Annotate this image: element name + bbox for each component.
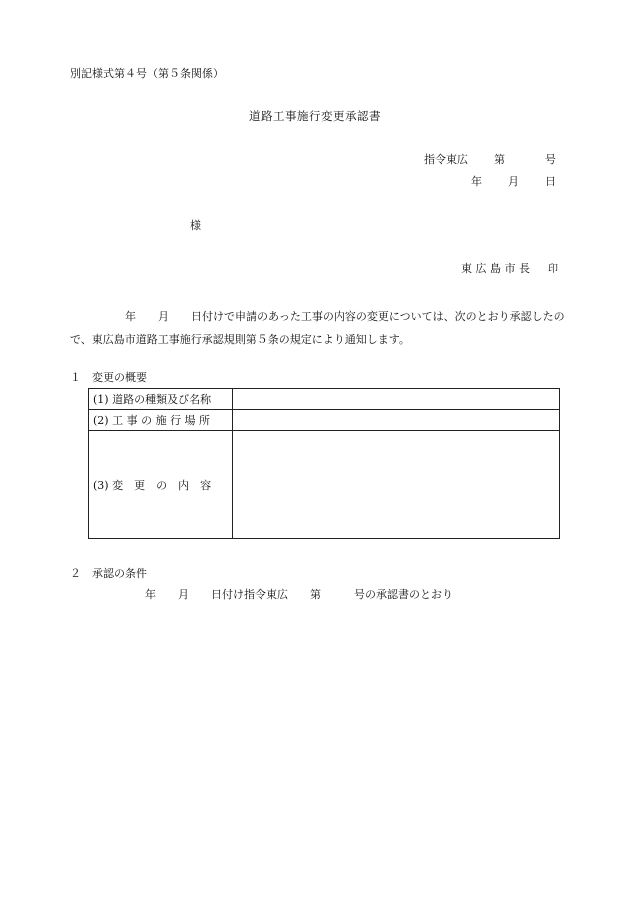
table-row (89, 410, 560, 431)
row-label-road: (1) 道路の種類及び名称 (89, 389, 233, 410)
form-reference: 別記様式第４号（第５条関係） (70, 67, 224, 80)
row-value-change (233, 431, 560, 539)
date-year: 年 (471, 175, 482, 188)
table-row (89, 431, 560, 539)
approval-condition: 年 月 日付け指令東広 第 号の承認書のとおり (145, 588, 453, 601)
date-line (471, 175, 556, 189)
recipient: 様 (190, 219, 201, 232)
issuer (461, 262, 558, 277)
number-go: 号 (545, 153, 556, 166)
row-label-location: (2) 工 事 の 施 行 場 所 (89, 410, 233, 431)
issuer-name: 東 広 島 市 長 (461, 262, 530, 275)
row-label-change: (3) 変 更 の 内 容 (89, 431, 233, 539)
number-dai: 第 (494, 153, 505, 166)
date-day: 日 (545, 175, 556, 188)
seal-mark: 印 (548, 264, 558, 275)
page-title: 道路工事施行変更承認書 (249, 109, 381, 123)
document-number-line (424, 153, 556, 167)
change-summary-table (88, 388, 560, 539)
row-value-location (233, 410, 560, 431)
table-row (89, 389, 560, 410)
section1-heading: １ 変更の概要 (70, 371, 147, 384)
date-month: 月 (508, 175, 519, 188)
row-value-road (233, 389, 560, 410)
section2-heading: ２ 承認の条件 (70, 567, 147, 580)
number-prefix: 指令東広 (424, 153, 468, 166)
body-paragraph: 年 月 日付けで申請のあった工事の内容の変更については、次のとおり承認したので、東広島市道路工事施行承認規則第５条の規定により通知します。 (70, 310, 565, 346)
